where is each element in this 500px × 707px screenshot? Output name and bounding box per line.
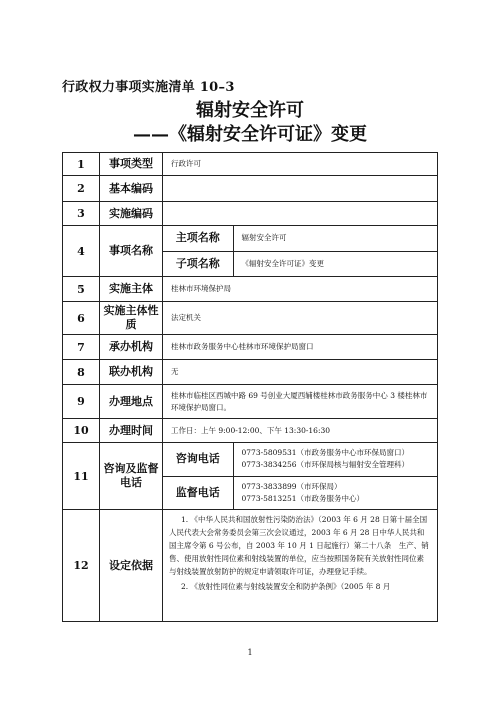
- row-number: 4: [63, 226, 100, 277]
- row-label: 实施编码: [100, 202, 163, 226]
- subitem-cell: [163, 226, 438, 277]
- row-number: 10: [63, 419, 100, 443]
- row-value: 法定机关: [163, 302, 438, 335]
- row-value: 工作日：上午 9:00-12:00、下午 13:30-16:30: [163, 419, 438, 443]
- sub-value: [233, 476, 437, 509]
- sub-value: [233, 443, 437, 476]
- sub-value: 《辐射安全许可证》变更: [233, 251, 437, 276]
- subitem-table: [163, 226, 437, 276]
- row-number: 8: [63, 360, 100, 385]
- row-number: 11: [63, 443, 100, 510]
- row-number: 1: [63, 153, 100, 176]
- table-row: [63, 226, 438, 277]
- row-number: 5: [63, 277, 100, 302]
- page-number: 1: [247, 648, 253, 657]
- table-row: [63, 277, 438, 302]
- row-label: 办理时间: [100, 419, 163, 443]
- legal-basis-text: [163, 510, 438, 622]
- sub-label: 主项名称: [163, 226, 233, 251]
- sub-label: 子项名称: [163, 251, 233, 276]
- sub-value: 辐射安全许可: [233, 226, 437, 251]
- row-label: 承办机构: [100, 335, 163, 360]
- row-label: 实施主体性质: [100, 302, 163, 335]
- table-row: [63, 176, 438, 202]
- row-label: 咨询及监督电话: [100, 443, 163, 510]
- basis-paragraph: 1. 《中华人民共和国放射性污染防治法》（2003 年 6 月 28 日第十届全国人民代表大会常务委员会第三次会议通过，2003 年 6 月 28 日中华人民共和国主席令第 6 号公布，自 2003 年 10 月 1 日起施行）第二十八条 生产、销售、使用放射性同位素和射线装置的单位，应当按照国务院有关放射性同位素与射线装置放射防护的规定申请领取许可证，办理登记手续。: [169, 515, 429, 576]
- row-label: 实施主体: [100, 277, 163, 302]
- page-subtitle: ——《辐射安全许可证》变更: [133, 124, 367, 145]
- row-number: 7: [63, 335, 100, 360]
- table-row: [63, 335, 438, 360]
- row-label: 基本编码: [100, 176, 163, 202]
- row-value: 桂林市政务服务中心桂林市环境保护局窗口: [163, 335, 438, 360]
- item-table: [62, 152, 438, 622]
- sub-label: 监督电话: [163, 476, 233, 509]
- row-number: 2: [63, 176, 100, 202]
- basis-paragraph: 2. 《放射性同位素与射线装置安全和防护条例》（2005 年 8 月: [181, 582, 391, 591]
- page-title: 辐射安全许可: [196, 100, 304, 121]
- row-value: 行政许可: [163, 153, 438, 176]
- row-label: 办理地点: [100, 385, 163, 419]
- row-value: [163, 176, 438, 202]
- row-value: 无: [163, 360, 438, 385]
- row-number: 12: [63, 510, 100, 622]
- table-row: [63, 360, 438, 385]
- row-number: 3: [63, 202, 100, 226]
- row-value: 桂林市环境保护局: [163, 277, 438, 302]
- phone-table: [163, 443, 437, 509]
- row-label: 设定依据: [100, 510, 163, 622]
- table-row: [63, 302, 438, 335]
- phone-line: 0773-5809531（市政务服务中心市环保局窗口）: [241, 448, 410, 458]
- table-row: [63, 153, 438, 176]
- row-label: 事项类型: [100, 153, 163, 176]
- phone-cell: [163, 443, 438, 510]
- table-row: [63, 510, 438, 622]
- phone-line: 0773-5813251（市政务服务中心）: [241, 493, 365, 503]
- sub-label: 咨询电话: [163, 443, 233, 476]
- phone-line: 0773-3834256（市环保局核与辐射安全管理科）: [241, 460, 410, 470]
- row-number: 9: [63, 385, 100, 419]
- row-label: 事项名称: [100, 226, 163, 277]
- table-row: [63, 385, 438, 419]
- row-value: [163, 202, 438, 226]
- phone-line: 0773-3833899（市环保局）: [241, 481, 342, 491]
- table-row: [63, 443, 438, 510]
- row-value: 桂林市临桂区西城中路 69 号创业大厦西辅楼桂林市政务服务中心 3 楼桂林市环境保护局窗口。: [163, 385, 438, 419]
- document-label: 行政权力事项实施清单 10–3: [62, 80, 235, 95]
- table-row: [63, 419, 438, 443]
- table-row: [63, 202, 438, 226]
- row-number: 6: [63, 302, 100, 335]
- row-label: 联办机构: [100, 360, 163, 385]
